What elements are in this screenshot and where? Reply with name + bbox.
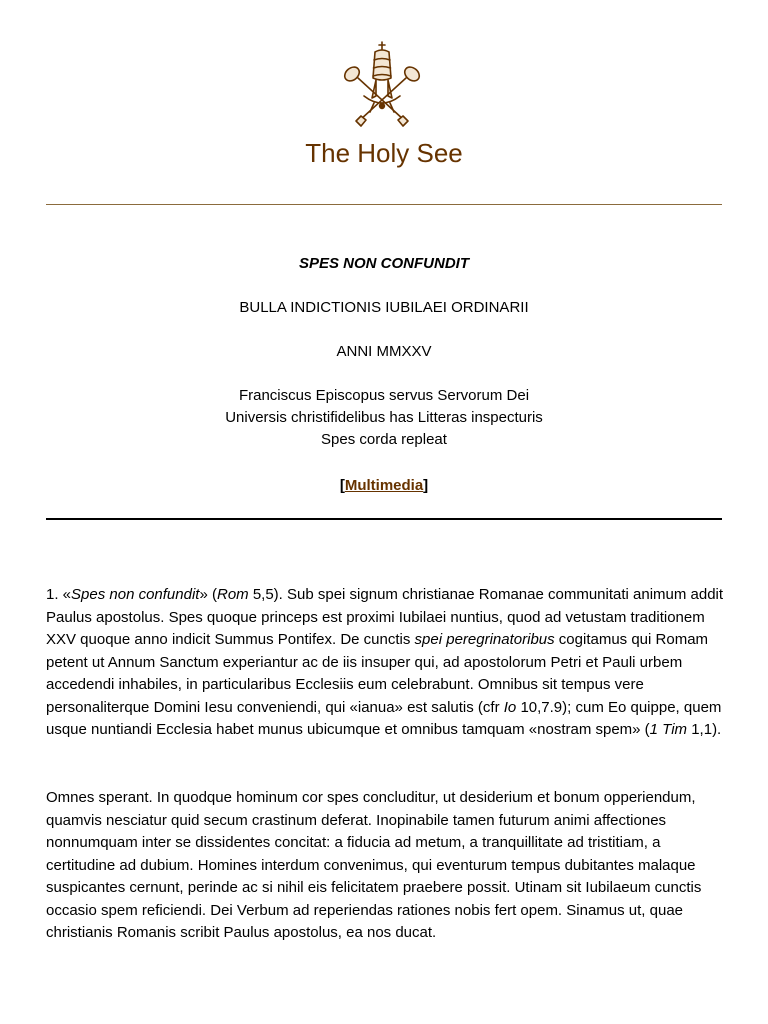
close-bracket: ] (423, 477, 429, 494)
scripture-reference: Rom (216, 586, 249, 603)
multimedia-link[interactable]: Multimedia (344, 477, 424, 494)
text-run: 10,7.9); cum Eo quippe, quem usque nuntiandi Ecclesia habet munus ubicumque et omnibus tamquam «nostram spem» ( (46, 698, 722, 738)
site-title[interactable]: The Holy See (305, 138, 463, 168)
multimedia-link-row (0, 475, 768, 497)
document-address (0, 385, 768, 451)
address-line: Universis christifidelibus has Litteras inspecturis (225, 409, 543, 426)
italic-quote: Spes non confundit (71, 586, 200, 603)
header-divider (46, 204, 722, 205)
text-run: 1,1). (687, 721, 722, 738)
scripture-reference: Io (503, 698, 517, 716)
text-run: » ( (199, 586, 217, 603)
content-divider (46, 518, 722, 520)
scripture-reference: 1 Tim (649, 721, 688, 738)
paragraph-text: Omnes sperant. In quodque hominum cor spes concluditur, ut desiderium et bonum opperiendum, quamvis nesciatur quid secum crastinum deferat. Inopinabile tamen futurum animi affectiones nonnumquam inter se dissidentes concitat: a fiducia ad metum, a tranquillitate ad tristitiam, a certitudine ad dubium. Homines interdum convenimus, qui eventurum tempus dubitantes malaque suspicantes cernunt, perinde ac si nihil eis felicitatem praebere possit. Utinam sit Iubilaeum cunctis occasio spem reficiendi. Dei Verbum ad reperiendas rationes nobis fert opem. Sinamus ut, quae christianis Romanis scribit Paulus apostolus, ea nos ducat. (46, 789, 702, 941)
document-subtitle: BULLA INDICTIONIS IUBILAEI ORDINARII (239, 299, 529, 316)
open-bracket: [ (339, 477, 345, 494)
document-title: SPES NON CONFUNDIT (298, 255, 469, 272)
text-run: 1. « (46, 586, 72, 603)
paragraph-1 (46, 584, 726, 742)
address-line: Franciscus Episcopus servus Servorum Dei (238, 387, 530, 404)
papal-coat-of-arms-icon (340, 40, 424, 132)
address-line: Spes corda repleat (321, 431, 447, 448)
italic-phrase: spei peregrinatoribus (414, 631, 555, 648)
paragraph-2 (46, 787, 726, 945)
text-run: 5,5). Sub spei signum christianae Romanae communitati animum addit Paulus apostolus. Spes quoque princeps est proximi Iubilaei nuntius, quod ad vetustam traditionem XXV quoque anno indicit Summus Pontifex. De cunctis (46, 586, 724, 648)
document-year: ANNI MMXXV (336, 343, 432, 360)
text-run: cogitamus qui Romam petent ut Annum Sanctum experiantur ac de iis insuper qui, ad apostolorum Petri et Pauli urbem accedendi inhabiles, in particularibus Ecclesiis eum celebrabunt. Omnibus sit tempus vere personaliterque Domini Iesu conveniendi, qui «ianua» est salutis (cfr (46, 631, 709, 716)
